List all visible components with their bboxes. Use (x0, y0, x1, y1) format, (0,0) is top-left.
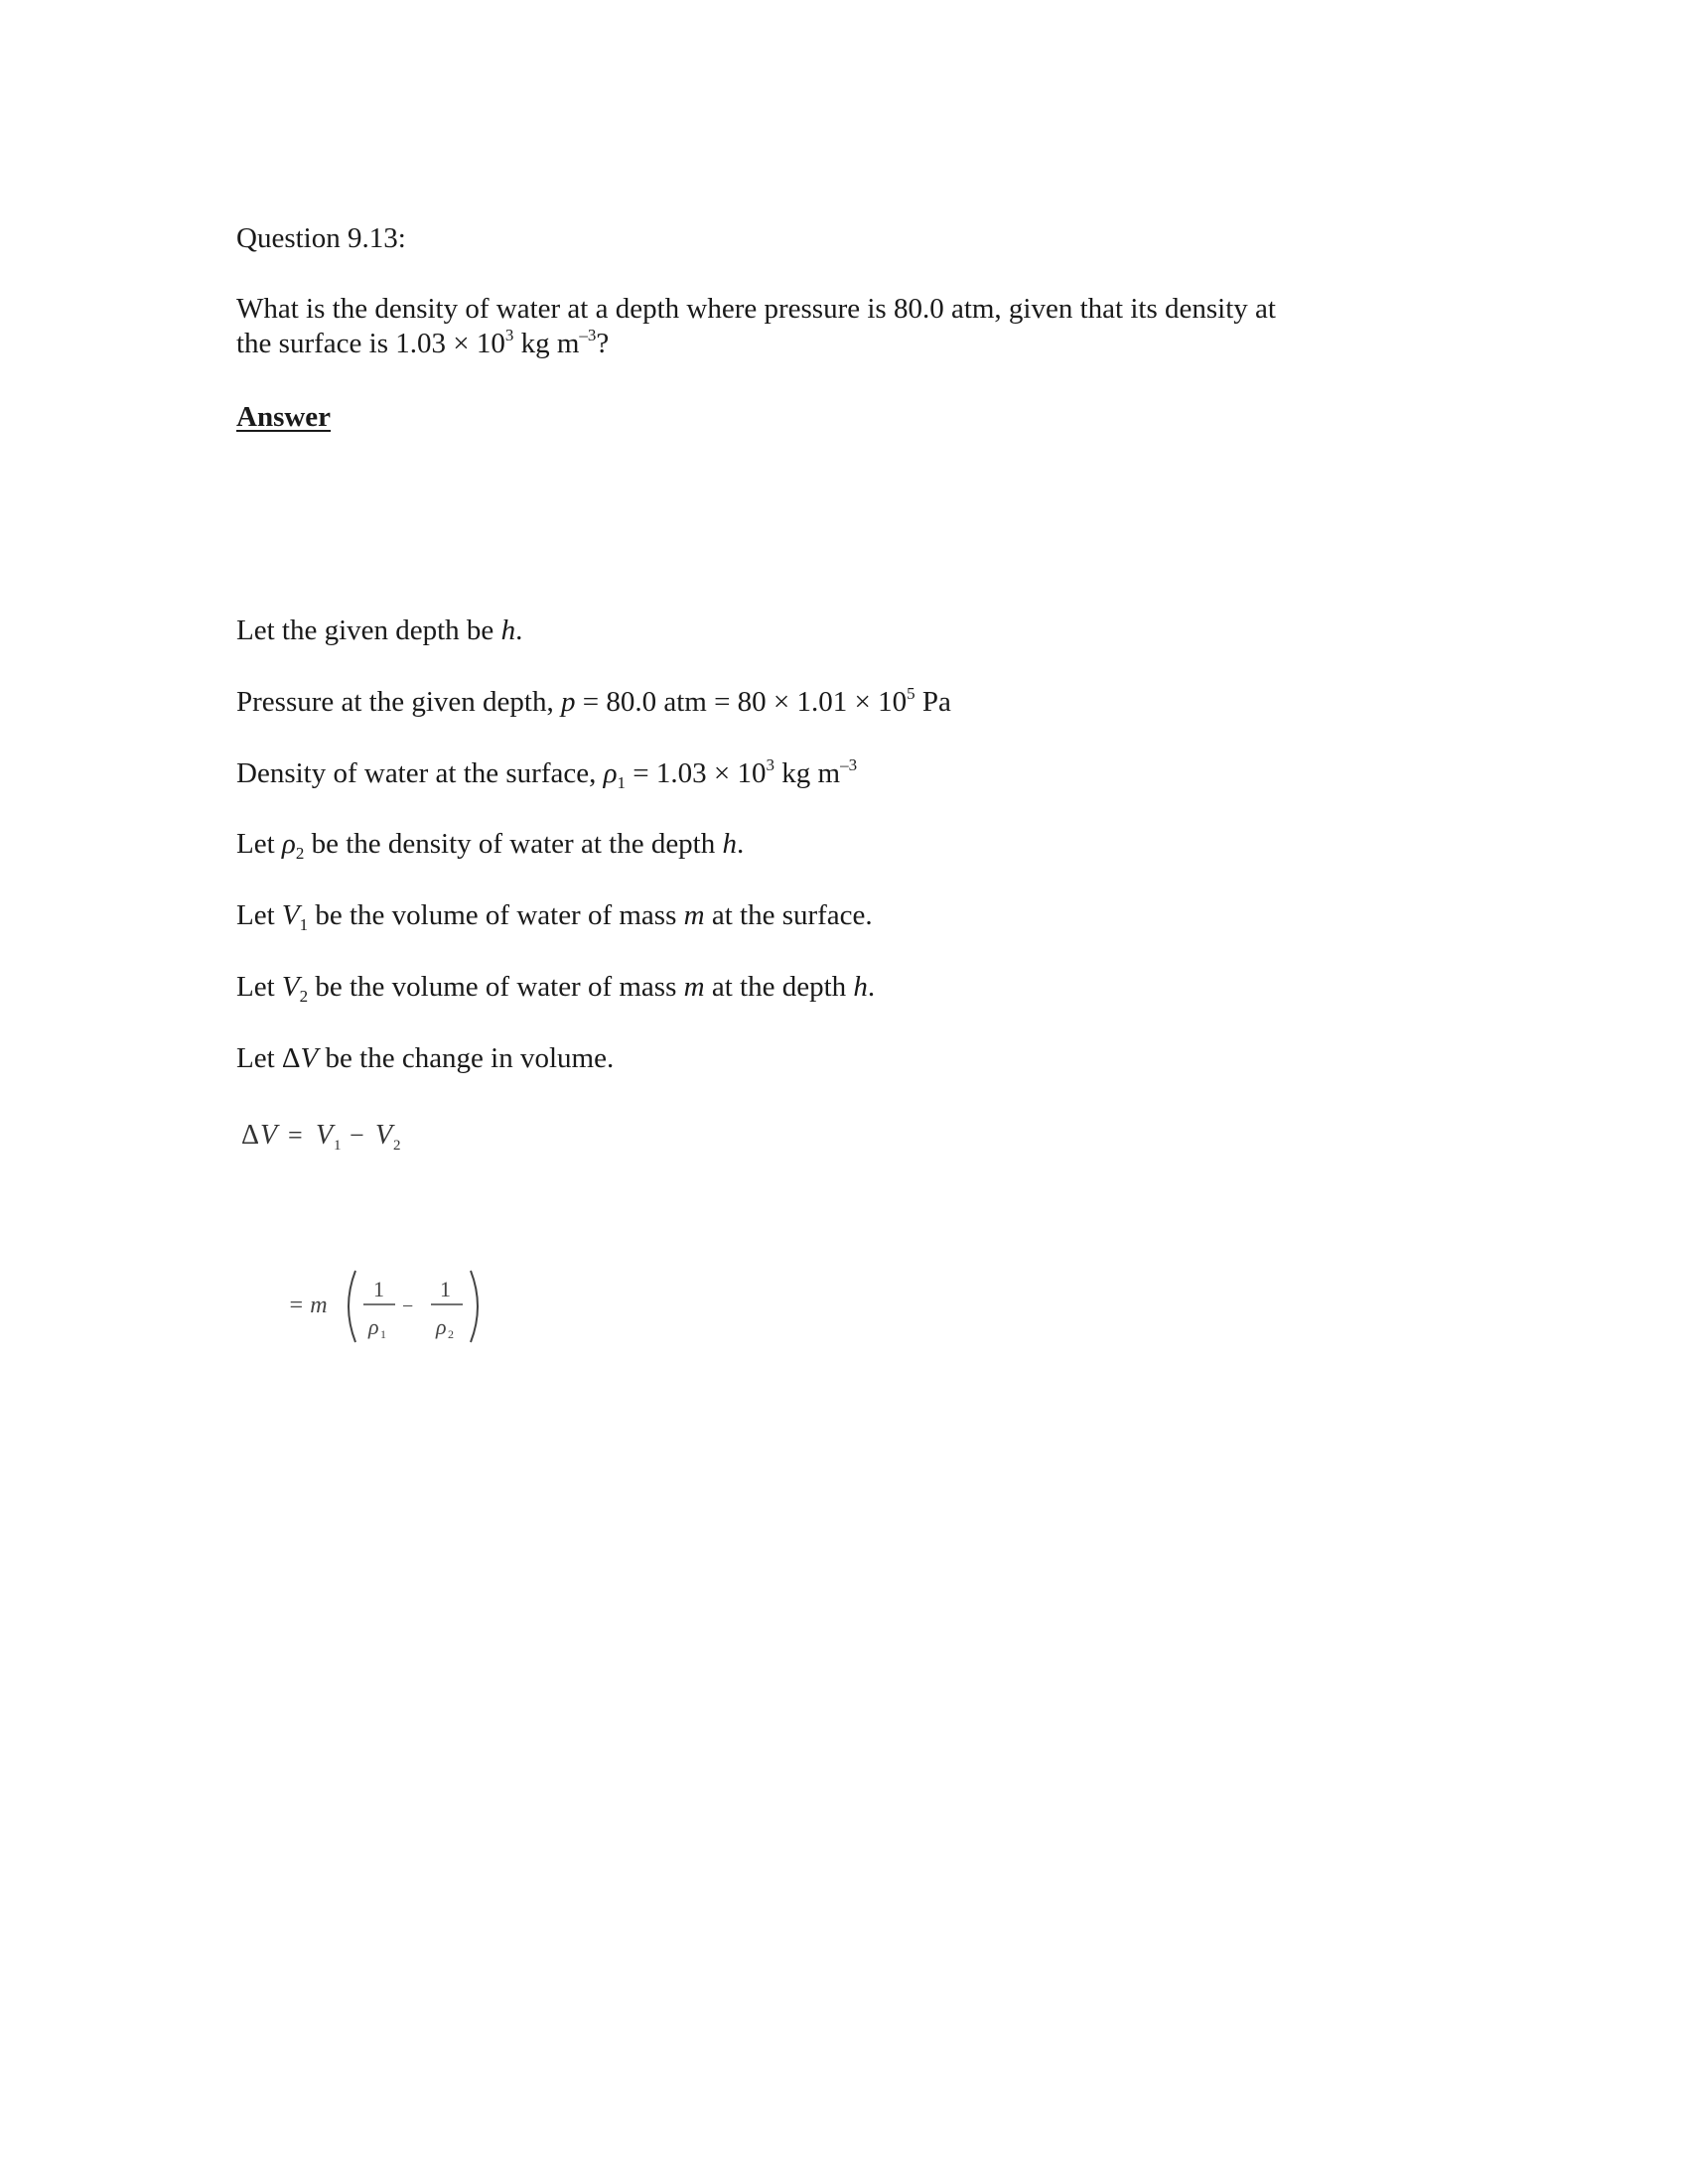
solution-line-v2: Let $V_2$ be the volume of water of mass m at the depth h. (236, 971, 876, 1006)
solution-line-surface-density: Density of water at the surface, $\rho_1 = 1.03 \times 10^3$ kg $m^{-3}$ (236, 755, 858, 792)
svg-text:V: V (260, 1120, 278, 1151)
svg-text:1: 1 (380, 1327, 386, 1341)
svg-text:V: V (375, 1120, 393, 1151)
solution-line-pressure: Pressure at the given depth, p = 80.0 atm = $80 \times 1.01 \times 10^5$ Pa (236, 684, 951, 718)
svg-text:= m: = m (288, 1293, 328, 1318)
question-text-line1: What is the density of water at a depth where pressure is 80.0 atm, given that its density at (236, 293, 1276, 325)
solution-line-depth: Let the given depth be h. (236, 614, 523, 646)
svg-text:ρ: ρ (436, 1314, 447, 1339)
svg-text:1: 1 (334, 1138, 342, 1154)
solution-line-delta-v: Let ΔV be the change in volume. (236, 1042, 615, 1074)
svg-text:1: 1 (373, 1277, 384, 1301)
svg-text:2: 2 (448, 1327, 454, 1341)
svg-text:1: 1 (440, 1277, 451, 1301)
svg-text:−: − (350, 1121, 364, 1150)
solution-line-v1: Let $V_1$ be the volume of water of mass m at the surface. (236, 899, 873, 934)
svg-text:=: = (288, 1121, 303, 1150)
svg-text:Δ: Δ (241, 1120, 260, 1151)
equation-mass-fraction (286, 1259, 494, 1354)
equation-delta-v (238, 1112, 437, 1161)
svg-text:−: − (402, 1296, 414, 1317)
right-paren (471, 1271, 478, 1342)
svg-text:2: 2 (393, 1138, 401, 1154)
question-text-line2: the surface is $1.03 \times 10^3$ kg $m^{-3}$? (236, 326, 610, 359)
answer-label: Answer (236, 401, 332, 433)
question-heading: Question 9.13: (236, 222, 406, 254)
svg-text:ρ: ρ (368, 1314, 379, 1339)
solution-line-rho2: Let $\rho_2$ be the density of water at the depth h. (236, 828, 745, 863)
left-paren (349, 1271, 355, 1342)
svg-text:V: V (316, 1120, 334, 1151)
